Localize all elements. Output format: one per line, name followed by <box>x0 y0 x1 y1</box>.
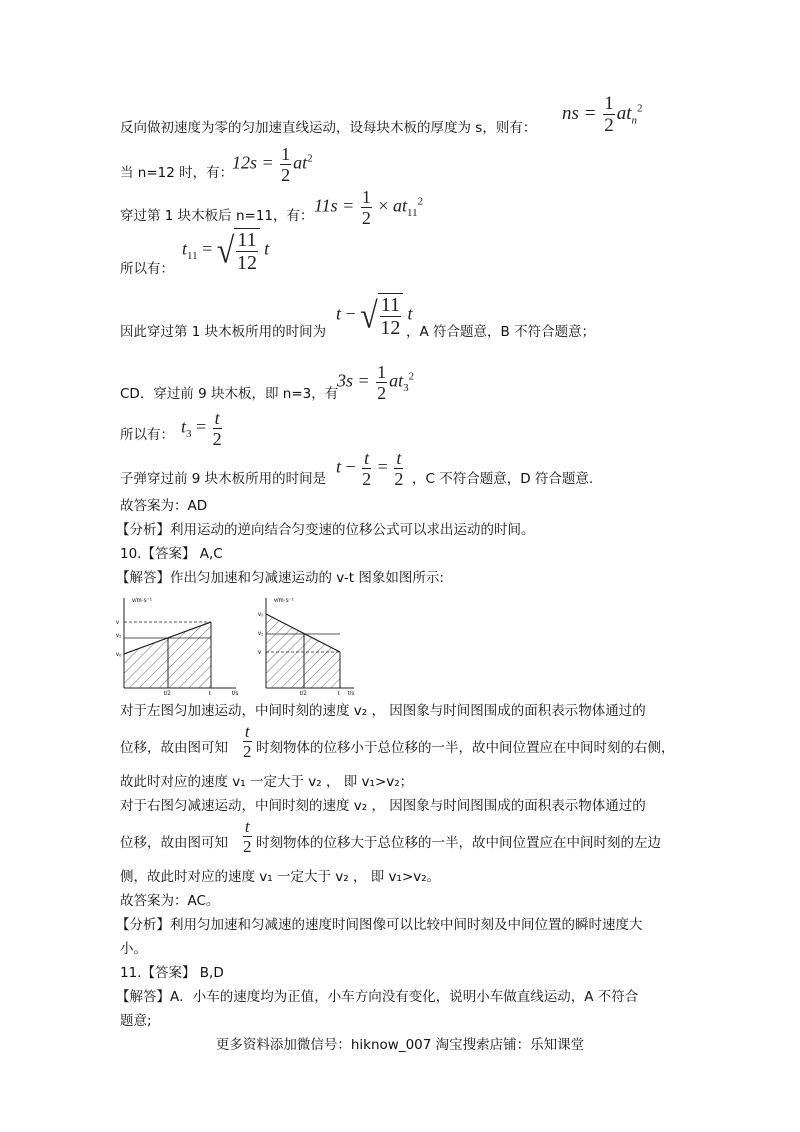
fraction-half: $\frac{1}{2}$ <box>604 93 614 136</box>
text-line: 题意; <box>120 1013 152 1029</box>
analysis-line: 【分析】利用运动的逆向结合匀变速的位移公式可以求出运动的时间。 <box>116 522 535 538</box>
text-line: 故答案为：AD <box>120 498 208 514</box>
text-line: 位移，故由图可知 <box>120 835 228 851</box>
text-line: CD．穿过前 9 块木板，即 n=3，有 <box>120 386 339 402</box>
text-line: 故此时对应的速度 v₁ 一定大于 v₂ ， 即 v₁>v₂； <box>120 774 414 790</box>
formula-t-half: $\frac{t}{2}$ <box>243 817 252 856</box>
x-mid-label: t/2 <box>300 691 307 696</box>
solution-line: 【解答】作出匀加速和匀减速运动的 v-t 图象如图所示: <box>116 570 444 586</box>
text-line: 当 n=12 时，有： <box>120 165 234 181</box>
page-footer: 更多资料添加微信号：hiknow_007 淘宝搜索店铺：乐知课堂 <box>215 1037 585 1053</box>
text-line: 所以有： <box>120 427 174 443</box>
x-mid-label: t/2 <box>164 691 171 696</box>
formula-11s: 11s = $\frac{1}{2}$ × $at_{11}^2$ <box>314 187 424 228</box>
text-line: 因此穿过第 1 块木板所用的时间为 <box>120 324 327 340</box>
answer-heading: 11.【答案】 B,D <box>120 965 224 981</box>
text-line: 对于左图匀加速运动，中间时刻的速度 v₂ ， 因图象与时间图围成的面积表示物体通过的 <box>120 703 646 719</box>
text-line: 子弹穿过前 9 块木板所用的时间是 <box>120 471 327 487</box>
sqrt-11-12: √ $\frac{11}{12}$ <box>217 228 260 273</box>
v0-label: v₀ <box>116 652 122 658</box>
v2-label: v₂ <box>258 631 264 637</box>
x-end-label: t <box>209 691 211 696</box>
formula-3s: 3s = $\frac{1}{2}$ $at_3^2$ <box>337 362 415 403</box>
formula-lhs: ns = <box>562 102 597 124</box>
formula-ns: ns = $\frac{1}{2}$ $at_n^2$ <box>562 93 643 136</box>
text-line: 位移，故由图可知 <box>120 740 228 756</box>
formula-t-minus-half: t − $\frac{t}{2}$ = $\frac{t}{2}$ <box>336 448 404 489</box>
formula-t3: $t_3$ = $\frac{t}{2}$ <box>181 408 222 449</box>
text-line: 时刻物体的位移大于总位移的一半，故中间位置应在中间时刻的左边 <box>256 835 661 851</box>
formula-t-half: $\frac{t}{2}$ <box>243 722 252 761</box>
formula-12s: 12s = $\frac{1}{2}$ $at^2$ <box>232 144 313 185</box>
text-line: 故答案为：AC。 <box>120 893 220 909</box>
y-label: v/m·s⁻¹ <box>132 598 152 604</box>
text-line: ，A 符合题意，B 不符合题意； <box>406 324 596 340</box>
text-line: 时刻物体的位移小于总位移的一半，故中间位置应在中间时刻的右侧， <box>256 740 675 756</box>
x-end-label: t <box>338 691 340 696</box>
v-label: v <box>116 620 119 626</box>
formula-t-minus-sqrt: t − √ $\frac{11}{12}$ t <box>336 294 413 339</box>
v2-label: v₂ <box>116 633 122 639</box>
x-label: t/s <box>232 691 239 696</box>
text-line: 反向做初速度为零的匀加速直线运动，设每块木板的厚度为 s，则有： <box>120 120 537 136</box>
analysis-line: 【分析】利用匀加速和匀减速的速度时间图像可以比较中间时刻及中间位置的瞬时速度大 <box>116 917 643 933</box>
x-label: t/s <box>348 691 355 696</box>
solution-line: 【解答】A．小车的速度均为正值，小车方向没有变化，说明小车做直线运动，A 不符合 <box>116 989 639 1005</box>
area-hatch <box>266 614 340 688</box>
text-line: 对于右图匀减速运动，中间时刻的速度 v₂ ， 因图象与时间图围成的面积表示物体通过的 <box>120 798 646 814</box>
v-label: v <box>258 650 261 656</box>
formula-t11: $t_{11}$ = √ $\frac{11}{12}$ t <box>182 229 270 274</box>
text-line: 所以有： <box>120 261 174 277</box>
text-line: ，C 不符合题意，D 符合题意. <box>412 471 594 487</box>
text-line: 穿过第 1 块木板后 n=11，有： <box>120 208 314 224</box>
answer-heading: 10.【答案】 A,C <box>120 546 223 562</box>
text-line: 侧，故此时对应的速度 v₁ 一定大于 v₂ ， 即 v₁>v₂。 <box>120 869 441 885</box>
v0-label: v₀ <box>258 612 264 618</box>
text-line: 小。 <box>120 941 147 957</box>
y-label: v/m·s⁻¹ <box>274 598 294 604</box>
graph-right-vt <box>258 592 358 696</box>
graph-left-vt <box>116 592 246 696</box>
